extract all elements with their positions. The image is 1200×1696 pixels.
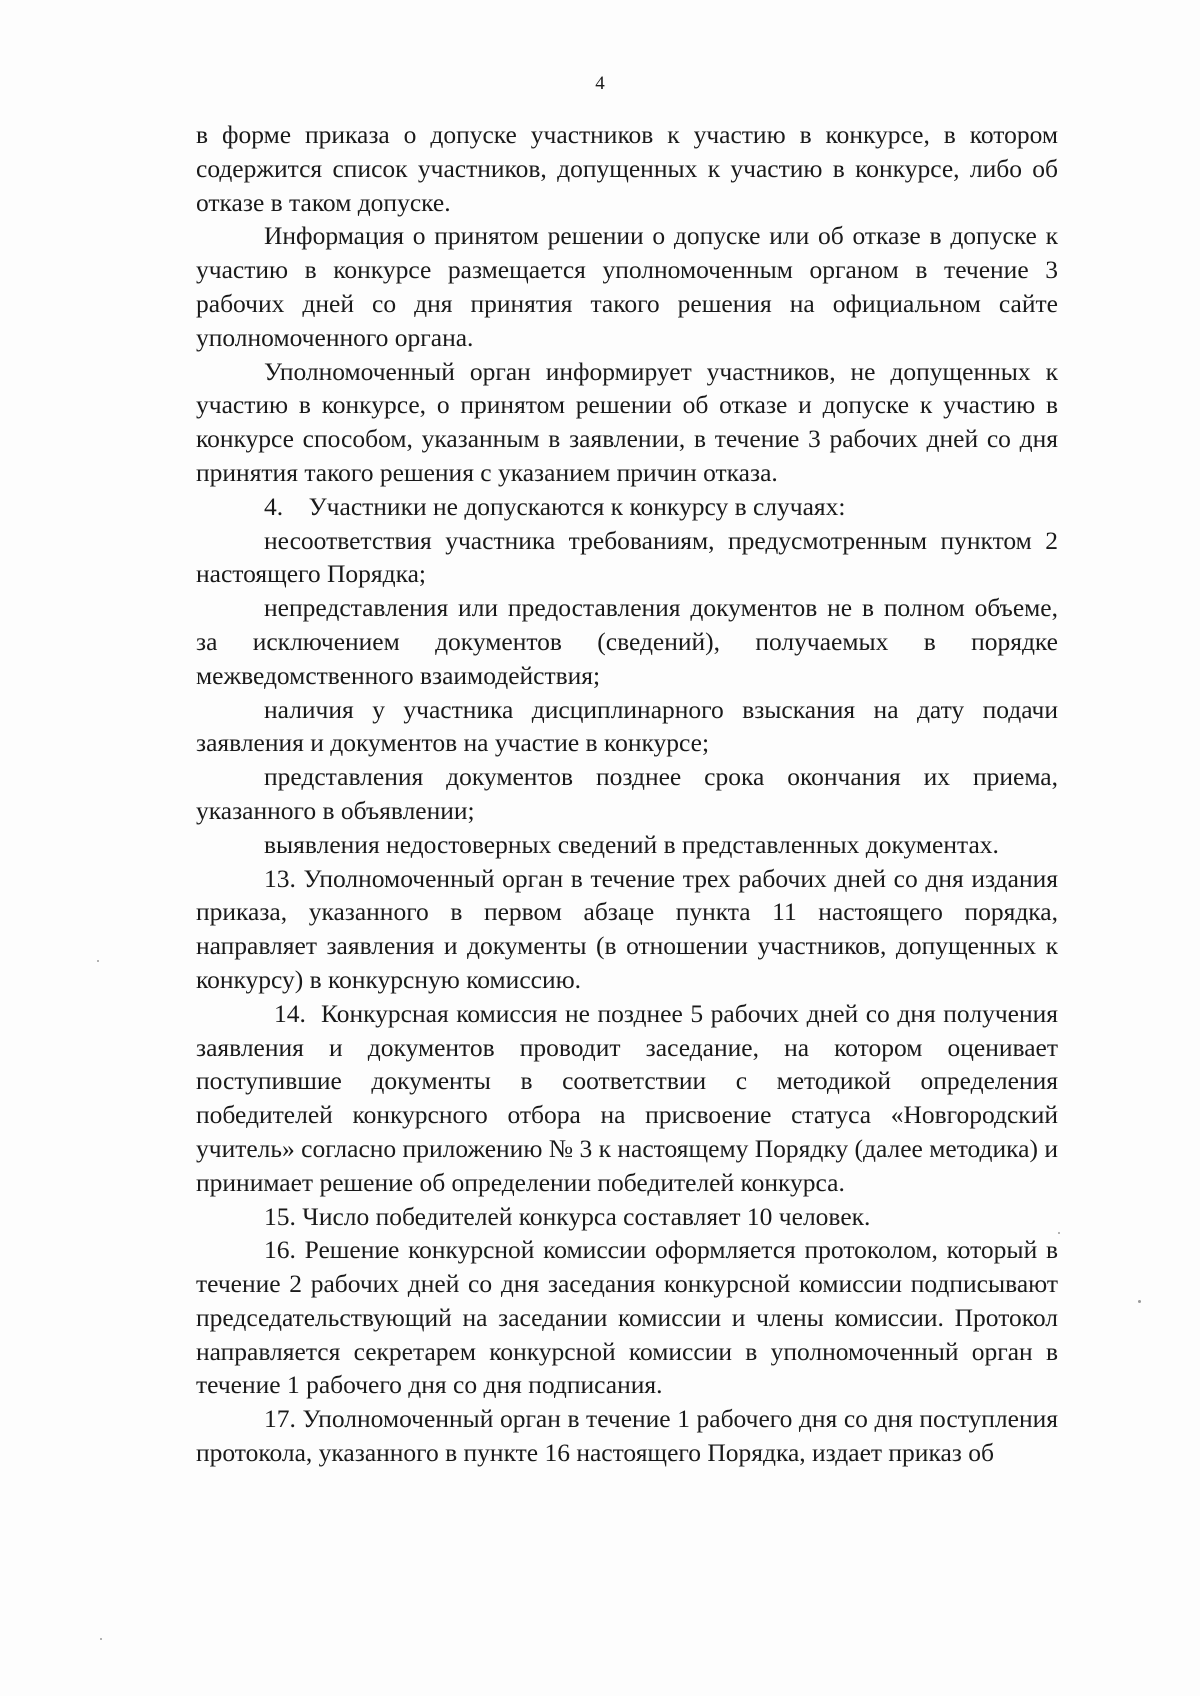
paragraph-item-16: 16. Решение конкурсной комиссии оформляется протоколом, который в течение 2 рабочих дней со дня заседания конкурсной комиссии подписывают председательствующий на заседании комиссии и члены комиссии. Протокол направляется секретарем конкурсной комиссии в уполномоченный орган в течение 1 рабочего дня со дня подписания. [196, 1235, 1058, 1400]
paragraph-admission-info: Информация о принятом решении о допуске или об отказе в допуске к участию в конкурсе размещается уполномоченным органом в течение 3 рабочих дней со дня принятия такого решения на официальном сайте уполномоченного органа. [196, 221, 1058, 352]
scan-speck [1058, 1232, 1060, 1234]
paragraph-ground-documents: непредставления или предоставления документов не в полном объеме, за исключением документов (сведений), получаемых в порядке межведомственного взаимодействия; [196, 593, 1058, 690]
paragraph-ground-late: представления документов позднее срока окончания их приема, указанного в объявлении; [196, 762, 1058, 825]
paragraph-notification: Уполномоченный орган информирует участников, не допущенных к участию в конкурсе, о принятом решении об отказе и допуске к участию в конкурсе способом, указанным в заявлении, в течение 3 рабочих дней со дня принятия такого решения с указанием причин отказа. [196, 356, 1058, 487]
paragraph-ground-false-info: выявления недостоверных сведений в представленных документах. [264, 829, 999, 859]
scan-speck [100, 1638, 102, 1640]
paragraph-item-15: 15. Число победителей конкурса составляет 10 человек. [264, 1201, 871, 1231]
page-number: 4 [595, 73, 605, 94]
document-body [196, 118, 1065, 1470]
scan-speck [97, 960, 99, 962]
scan-speck [1138, 1300, 1141, 1303]
paragraph-item-17: 17. Уполномоченный орган в течение 1 рабочего дня со дня поступления протокола, указанного в пункте 16 настоящего Порядка, издает приказ об [196, 1404, 1058, 1468]
paragraph-item-14: 14. Конкурсная комиссия не позднее 5 рабочих дней со дня получения заявления и документов проводит заседание, на котором оценивает поступившие документы в соответствии с методикой определения победителей конкурсного отбора на присвоение статуса «Новгородский учитель» согласно приложению № 3 к настоящему Порядку (далее методика) и принимает решение об определении победителей конкурса. [196, 998, 1065, 1197]
paragraph-item-13: 13. Уполномоченный орган в течение трех рабочих дней со дня издания приказа, указанного в первом абзаце пункта 11 настоящего порядка, направляет заявления и документы (в отношении участников, допущенных к конкурсу) в конкурсную комиссию. [196, 863, 1058, 994]
paragraph-ground-disciplinary: наличия у участника дисциплинарного взыскания на дату подачи заявления и документов на участие в конкурсе; [196, 694, 1058, 758]
paragraph-item-4: 4. Участники не допускаются к конкурсу в случаях: [264, 491, 846, 521]
paragraph-ground-noncompliance: несоответствия участника требованиям, предусмотренным пунктом 2 настоящего Порядка; [196, 525, 1058, 589]
paragraph-continuation: в форме приказа о допуске участников к участию в конкурсе, в котором содержится список участников, допущенных к участию в конкурсе, либо об отказе в таком допуске. [196, 120, 1058, 217]
